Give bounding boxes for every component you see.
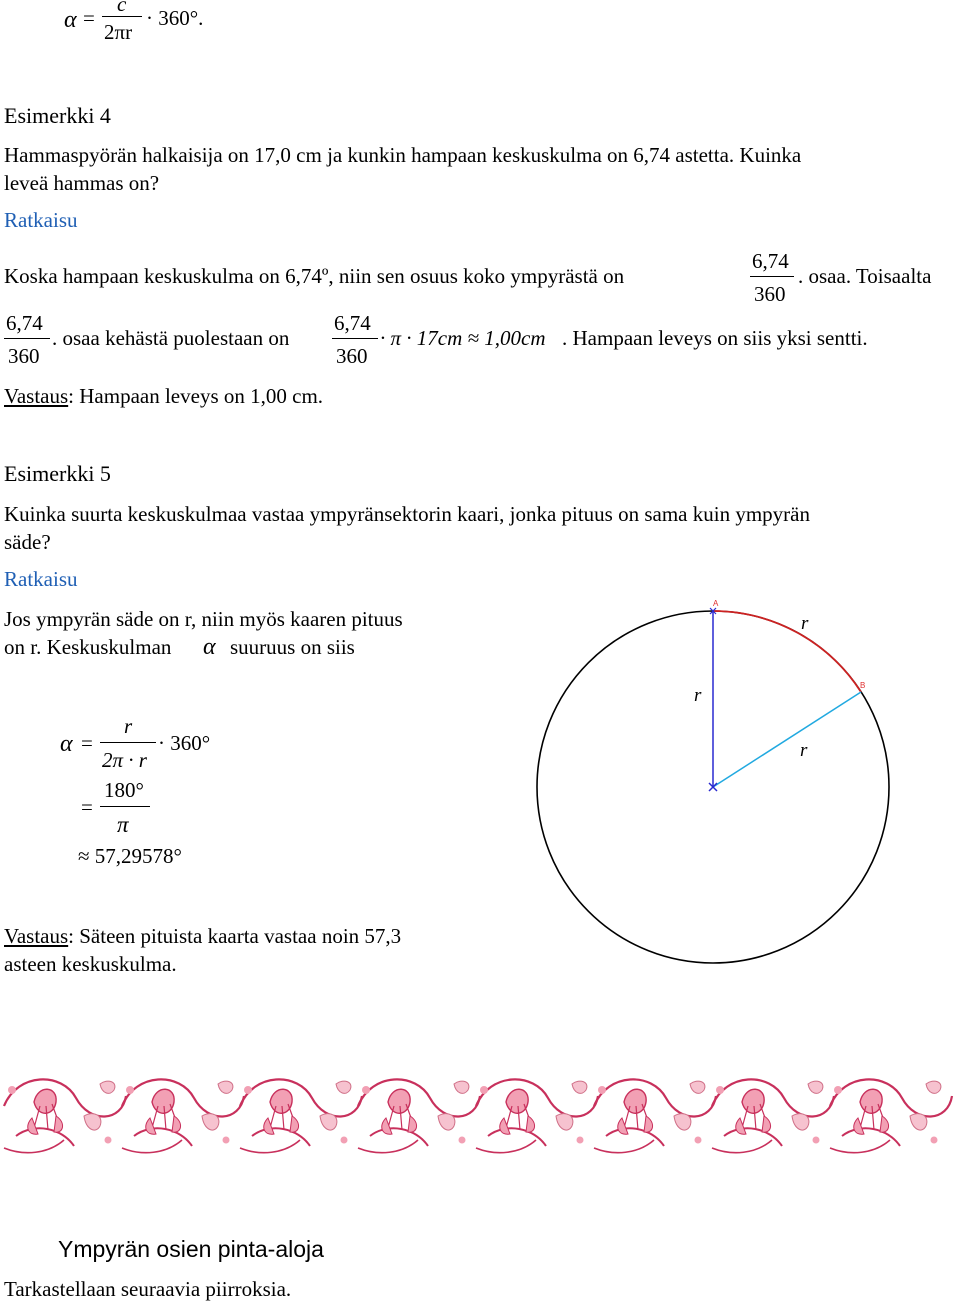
example4-line2-end: . Hampaan leveys on siis yksi sentti. bbox=[562, 326, 868, 350]
example4-line1-after: . osaa. Toisaalta bbox=[798, 264, 932, 288]
point-a-label: A bbox=[713, 599, 719, 608]
example4-frac2-num: 6,74 bbox=[6, 311, 43, 335]
formula-equals: = bbox=[83, 6, 95, 30]
ornament-motif bbox=[712, 1079, 834, 1152]
example5-solution-label: Ratkaisu bbox=[4, 567, 78, 591]
example5-answer-line1: : Säteen pituista kaarta vastaa noin 57,3 bbox=[68, 924, 402, 948]
derivation-factor1: · 360° bbox=[158, 731, 211, 755]
formula-denominator: 2πr bbox=[104, 20, 133, 44]
example4-frac1-num: 6,74 bbox=[752, 249, 789, 273]
diagonal-r-label: r bbox=[800, 740, 808, 761]
ornament-motif bbox=[122, 1079, 244, 1152]
section-title: Ympyrän osien pinta-aloja bbox=[58, 1236, 324, 1262]
derivation-den2: π bbox=[117, 812, 129, 837]
ornament-motif bbox=[476, 1079, 598, 1152]
formula-factor: · 360°. bbox=[146, 6, 204, 30]
example4-frac3-den: 360 bbox=[336, 344, 368, 368]
example4-question-line1: Hammaspyörän halkaisija on 17,0 cm ja kunkin hampaan keskuskulma on 6,74 astetta. Kuinka bbox=[4, 143, 802, 167]
derivation-approx: ≈ 57,29578° bbox=[78, 844, 182, 868]
formula-alpha: α bbox=[64, 7, 77, 33]
example5-title: Esimerkki 5 bbox=[4, 461, 111, 486]
ornament-motif bbox=[594, 1079, 716, 1152]
derivation-alpha: α bbox=[60, 731, 73, 757]
example4-frac1-den: 360 bbox=[754, 282, 786, 306]
example4-answer-label: Vastaus bbox=[4, 384, 69, 408]
derivation-eq1: = bbox=[81, 731, 93, 755]
example4-line1-text: Koska hampaan keskuskulma on 6,74º, niin sen osuus koko ympyrästä on bbox=[4, 264, 625, 288]
example5-text-line1: Jos ympyrän säde on r, niin myös kaaren pituus bbox=[4, 607, 403, 631]
example4-answer-text: : Hampaan leveys on 1,00 cm. bbox=[68, 384, 324, 408]
example5-text-alpha: α bbox=[203, 634, 216, 660]
derivation-num1: r bbox=[124, 714, 133, 738]
derivation-eq2: = bbox=[81, 795, 93, 819]
ornament-motif bbox=[830, 1079, 952, 1152]
example5-text-line2a: on r. Keskuskulman bbox=[4, 635, 172, 659]
example4-frac3-num: 6,74 bbox=[334, 311, 371, 335]
example4-question-line2: leveä hammas on? bbox=[4, 171, 160, 195]
example5-answer-label: Vastaus bbox=[4, 924, 69, 948]
example4-solution-label: Ratkaisu bbox=[4, 208, 78, 232]
vertical-r-label: r bbox=[694, 685, 702, 706]
example5-answer-line2: asteen keskuskulma. bbox=[4, 952, 177, 976]
example5-question-line2: säde? bbox=[4, 530, 51, 554]
derivation-num2: 180° bbox=[104, 778, 144, 802]
example4-line2-mid: . osaa kehästä puolestaan on bbox=[52, 326, 290, 350]
example4-frac2-den: 360 bbox=[8, 344, 40, 368]
section-intro: Tarkastellaan seuraavia piirroksia. bbox=[4, 1277, 292, 1301]
ornament-motif bbox=[240, 1079, 362, 1152]
derivation-den1: 2π · r bbox=[102, 748, 147, 772]
ornament-motif bbox=[4, 1079, 126, 1152]
example5-question-line1: Kuinka suurta keskuskulmaa vastaa ympyränsektorin kaari, jonka pituus on sama kuin ympyrän bbox=[4, 502, 810, 526]
example4-line2-calc: · π · 17cm ≈ 1,00cm bbox=[380, 326, 546, 350]
example5-text-line2b: suuruus on siis bbox=[230, 635, 355, 659]
point-b-label: B bbox=[860, 681, 866, 690]
ornament-motif bbox=[358, 1079, 480, 1152]
example4-title: Esimerkki 4 bbox=[4, 103, 111, 128]
formula-numerator: c bbox=[117, 0, 127, 16]
arc-r-label: r bbox=[801, 613, 809, 634]
